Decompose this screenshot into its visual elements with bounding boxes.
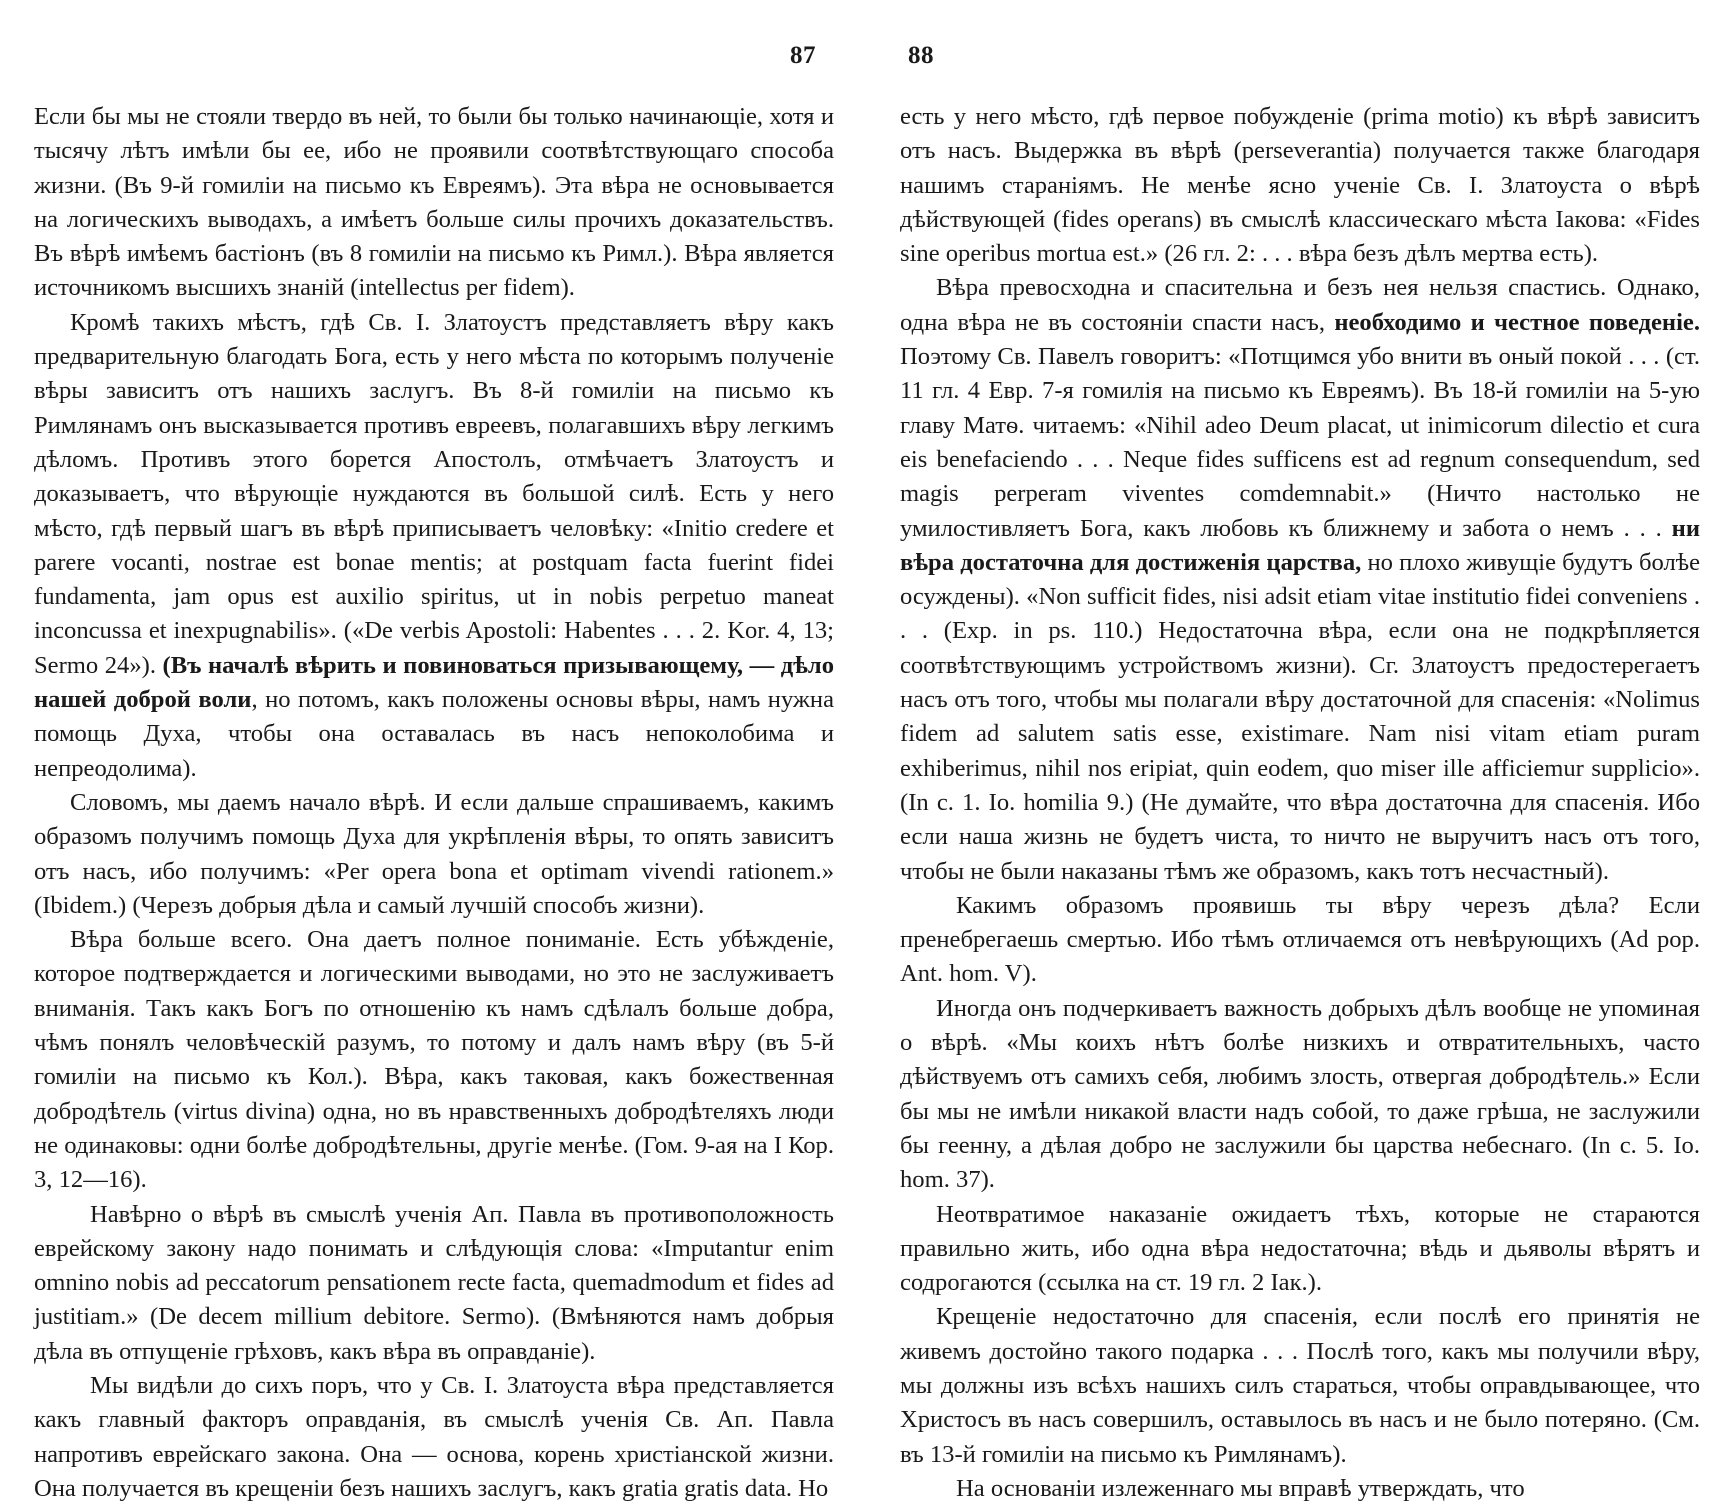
bold-text: необходимо и честное поведеніе. [1334,308,1700,336]
paragraph [34,786,834,923]
text-run: Кромѣ такихъ мѣстъ, гдѣ Св. І. Златоустъ представляетъ вѣру какъ предварительную благодать Бога, есть у него мѣста по которымъ полученіе вѣры зависитъ отъ нашихъ заслугъ. Въ 8-й гомиліи на письмо къ Римлянамъ онъ высказывается противъ евреевъ, полагавшихъ вѣру легкимъ дѣломъ. Противъ этого борется Апостолъ, отмѣчаетъ Златоустъ и доказываетъ, что вѣрующіе нуждаются въ большой силѣ. Есть у него мѣсто, гдѣ первый шагъ въ вѣрѣ приписываетъ человѣку: «Initio credere et parere vocanti, nostrae est bonae mentis; at postquam facta fuerint fidei fundamenta, jam opus est auxilio spiritus, ut in nobis perpetuo maneat inconcussa et inexpugnabilis». («De verbis Apostoli: Habentes . . . 2. Kor. 4, 13; Sermo 24»). [34,308,834,679]
paragraph [34,1369,834,1506]
page-body [900,100,1700,1506]
text-run: Навѣрно о вѣрѣ въ смыслѣ ученія Ап. Павла въ противоположность еврейскому закону надо понимать и слѣдующія слова: «Imputantur enim omnino nobis ad peccatorum pensationem recte facta, quemadmodum et fides ad justitiam.» (De decem millium debitore. Sermo). (Вмѣняются намъ добрыя дѣла въ отпущеніе грѣховъ, какъ вѣра въ оправданіе). [34,1200,834,1365]
text-run: Какимъ образомъ проявишь ты вѣру черезъ дѣла? Если пренебрегаешь смертью. Ибо тѣмъ отличаемся отъ невѣрующихъ (Ad pop. Ant. hom. V). [900,891,1700,988]
text-run: но плохо живущіе будутъ болѣе осуждены). «Non sufficit fides, nisi adsit etiam vitae institutio fidei conveniens . . . (Exp. in ps. 110.) Недостаточна вѣра, если она не подкрѣпляется соотвѣтствующимъ устройствомъ жизни). Сг. Златоустъ предостерегаетъ насъ отъ того, чтобы мы полагали вѣру достаточной для спасенія: «Nolimus fidem ad salutem satis esse, existimare. Nam nisi vitam etiam puram exhiberimus, nihil nos eripiat, quin eodem, quo miser ille afficiemur supplicio». (In c. 1. Io. homilia 9.) (Не думайте, что вѣра достаточна для спасенія. Ибо если наша жизнь не будетъ чиста, то ничто не выручитъ насъ отъ того, чтобы не были наказаны тѣмъ же образомъ, какъ тотъ несчастный). [900,548,1701,885]
paragraph [34,306,834,786]
text-run: , но потомъ, какъ положены основы вѣры, намъ нужна помощь Духа, чтобы она оставалась въ насъ непоколобима и непреодолима). [34,686,834,782]
bold-text: ни вѣра достаточна для достиженія царства, [900,514,1700,576]
page-number: 88 [908,42,934,69]
paragraph [34,1198,834,1369]
bold-text: (Въ началѣ вѣрить и повиноваться призывающему, — дѣло нашей доброй воли [34,651,834,714]
text-run: Крещеніе недостаточно для спасенія, если послѣ его принятія не живемъ достойно такого подарка . . . Послѣ того, какъ мы получили вѣру, мы должны изъ всѣхъ нашихъ силъ стараться, чтобы оправдывающее, что Христосъ въ насъ совершилъ, оставылось въ насъ и не было потеряно. (См. въ 13-й гомиліи на письмо къ Римлянамъ). [900,1303,1700,1468]
text-run: Иногда онъ подчеркиваетъ важность добрыхъ дѣлъ вообще не упоминая о вѣрѣ. «Мы коихъ нѣтъ болѣе низкихъ и отвратительныхъ, часто дѣйствуемъ отъ самихъ себя, любимъ злость, отвергая добродѣтель.» Если бы мы не имѣли никакой власти надъ собой, то даже грѣша, не заслужили бы геенну, а дѣлая добро не заслужили бы царства небеснаго. (In c. 5. Io. hom. 37). [900,994,1700,1194]
text-run: Вѣра больше всего. Она даетъ полное пониманіе. Есть убѣжденіе, которое подтверждается и логическими выводами, но это не заслуживаетъ вниманія. Такъ какъ Богъ по отношенію къ намъ сдѣлалъ больше добра, чѣмъ понялъ человѣческій разумъ, то потому и далъ намъ вѣру (въ 5-й гомиліи на письмо къ Кол.). Вѣра, какъ таковая, какъ божественная добродѣтель (virtus divina) одна, но въ нравственныхъ добродѣтеляхъ люди не одинаковы: одни болѣе добродѣтельны, другіе менѣе. (Гом. 9-ая на І Кор. 3, 12—16). [34,926,834,1194]
text-run: Если бы мы не стояли твердо въ ней, то были бы только начинающіе, хотя и тысячу лѣтъ имѣли бы ее, ибо не проявили соотвѣтствующаго способа жизни. (Въ 9-й гомиліи на письмо къ Евреямъ). Эта вѣра не основывается на логическихъ выводахъ, а имѣетъ больше силы прочихъ доказательствъ. Въ вѣрѣ имѣемъ бастіонъ (въ 8 гомиліи на письмо къ Римл.). Вѣра является источникомъ высшихъ знаній (intellectus per fidem). [34,103,834,302]
paragraph [900,889,1700,992]
page-body [34,100,834,1506]
right-page [900,0,1700,1500]
paragraph [900,1300,1700,1471]
text-run: есть у него мѣсто, гдѣ первое побужденіе (prima motio) къ вѣрѣ зависитъ отъ насъ. Выдержка въ вѣрѣ (perseverantia) получается также благодаря нашимъ стараніямъ. Не менѣе ясно ученіе Св. І. Златоуста о вѣрѣ дѣйствующей (fides operans) въ смыслѣ классическаго мѣста Іакова: «Fides sine operibus mortua est.» (26 гл. 2: . . . вѣра безъ дѣлъ мертва есть). [900,103,1700,268]
text-run: Словомъ, мы даемъ начало вѣрѣ. И если дальше спрашиваемъ, какимъ образомъ получимъ помощь Духа для укрѣпленія вѣры, то опять зависитъ отъ насъ, ибо получимъ: «Per opera bona et optimam vivendi rationem.» (Ibidem.) (Черезъ добрыя дѣла и самый лучшій способъ жизни). [34,788,834,919]
page-number: 87 [790,42,816,69]
paragraph [900,100,1700,271]
text-run: Поэтому Св. Павелъ говоритъ: «Потщимся убо внити въ оный покой . . . (ст. 11 гл. 4 Евр. 7-я гомилія на письмо къ Евреямъ). Въ 18-й гомиліи на 5-ую главу Матѳ. читаемъ: «Nihil adeo Deum placat, ut inimicorum dilectio et cura eis benefaciendo . . . Neque fides sufficens est ad regnum consequendum, sed magis perperam viventes comdemnabit.» (Ничто настолько не умилостивляетъ Бога, какъ любовь къ ближнему и забота о немъ . . . [900,343,1700,542]
paragraph [900,992,1700,1198]
text-run: Неотвратимое наказаніе ожидаетъ тѣхъ, которые не стараются правильно жить, ибо одна вѣра недостаточна; вѣдь и дьяволы вѣрятъ и содрогаются (ссылка на ст. 19 гл. 2 Іак.). [900,1200,1700,1297]
text-run: Мы видѣли до сихъ поръ, что у Св. І. Златоуста вѣра представляется какъ главный факторъ оправданія, въ смыслѣ ученія Св. Ап. Павла напротивъ еврейскаго закона. Она — основа, корень христіанской жизни. Она получается въ крещеніи безъ нашихъ заслугъ, какъ gratia gratis data. Но [34,1371,834,1502]
paragraph [900,271,1700,888]
text-run: Вѣра превосходна и спасительна и безъ нея нельзя спастись. Однако, одна вѣра не въ состояніи спасти насъ, [900,274,1700,336]
text-run: На основаніи излеженнаго мы вправѣ утверждать, что [956,1474,1525,1502]
paragraph [900,1472,1700,1506]
paragraph [900,1198,1700,1301]
paragraph [34,100,834,306]
left-page [34,0,834,1500]
paragraph [34,923,834,1197]
